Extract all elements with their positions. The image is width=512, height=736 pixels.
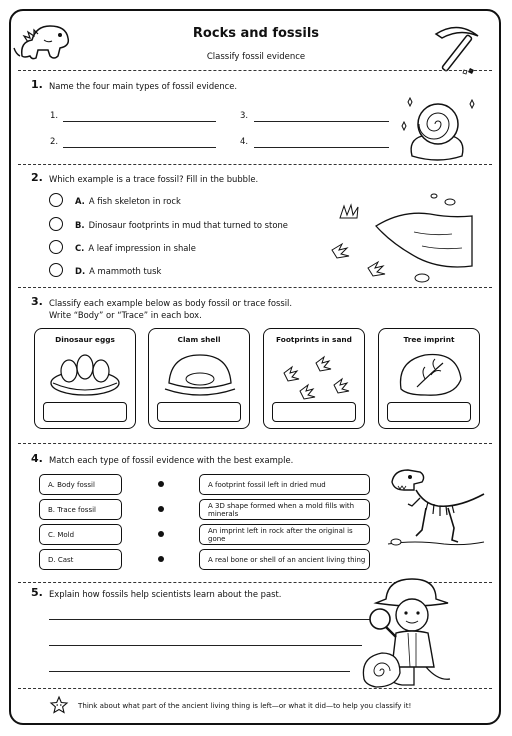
footprints-mud-scene-icon: [322, 188, 472, 286]
footprints-icon: [276, 351, 354, 399]
answer-box[interactable]: [157, 402, 241, 422]
page-subtitle: Classify fossil evidence: [206, 52, 306, 62]
match-dot[interactable]: [158, 531, 164, 537]
question-2-number: 2.: [31, 171, 43, 184]
blank-3-line[interactable]: [254, 121, 389, 122]
option-b: B. Dinosaur footprints in mud that turned to stone: [75, 220, 288, 230]
question-3-text: [49, 297, 292, 321]
option-a-bubble[interactable]: [49, 193, 63, 207]
question-3-line-2: Write “Body” or “Trace” in each box.: [49, 310, 202, 320]
question-1-number: 1.: [31, 78, 43, 91]
card-clam-shell: [148, 328, 250, 429]
question-4-number: 4.: [31, 452, 43, 465]
blank-1-line[interactable]: [63, 121, 216, 122]
card-label: Dinosaur eggs: [55, 335, 115, 344]
answer-line-3[interactable]: [49, 671, 350, 672]
option-d-bubble[interactable]: [49, 263, 63, 277]
answer-box[interactable]: [387, 402, 471, 422]
card-label: Tree imprint: [403, 335, 455, 344]
match-dot[interactable]: [158, 556, 164, 562]
match-left-c[interactable]: C. Mold: [39, 524, 122, 545]
option-c: C. A leaf impression in shale: [75, 243, 196, 253]
question-3-number: 3.: [31, 295, 43, 308]
blank-3-label: 3.: [240, 111, 249, 121]
match-dot[interactable]: [158, 506, 164, 512]
section-divider: [18, 443, 492, 444]
card-footprints-in-sand: [263, 328, 365, 429]
card-dinosaur-eggs: [34, 328, 136, 429]
answer-line-1[interactable]: [49, 619, 376, 620]
star-icon: [50, 696, 68, 714]
section-divider: [18, 164, 492, 165]
match-right-1[interactable]: A footprint fossil left in dried mud: [199, 474, 370, 495]
dinosaur-skeleton-icon: [384, 464, 488, 550]
eggs-nest-icon: [45, 347, 125, 399]
match-left-b[interactable]: B. Trace fossil: [39, 499, 122, 520]
section-divider: [18, 688, 492, 689]
answer-line-2[interactable]: [49, 645, 362, 646]
blank-2-label: 2.: [50, 137, 59, 147]
match-left-a[interactable]: A. Body fossil: [39, 474, 122, 495]
question-1-text: Name the four main types of fossil evidence.: [49, 81, 238, 91]
page-title: Rocks and fossils: [192, 26, 320, 41]
option-a: A. A fish skeleton in rock: [75, 196, 181, 206]
match-right-3[interactable]: An imprint left in rock after the original is gone: [199, 524, 370, 545]
blank-2-line[interactable]: [63, 147, 216, 148]
option-d: D. A mammoth tusk: [75, 266, 162, 276]
card-label: Clam shell: [177, 335, 221, 344]
match-right-2[interactable]: A 3D shape formed when a mold fills with minerals: [199, 499, 370, 520]
question-5-text: Explain how fossils help scientists learn about the past.: [49, 589, 282, 599]
blank-1-label: 1.: [50, 111, 59, 121]
answer-box[interactable]: [43, 402, 127, 422]
match-dot[interactable]: [158, 481, 164, 487]
option-c-bubble[interactable]: [49, 240, 63, 254]
card-tree-imprint: [378, 328, 480, 429]
answer-box[interactable]: [272, 402, 356, 422]
ammonite-fossil-icon: [398, 96, 476, 166]
explorer-kid-with-magnifier-icon: [356, 575, 472, 693]
card-label: Footprints in sand: [276, 335, 352, 344]
match-right-4[interactable]: A real bone or shell of an ancient living thing: [199, 549, 370, 570]
leaf-imprint-icon: [395, 349, 465, 399]
question-5-number: 5.: [31, 586, 43, 599]
question-2-text: Which example is a trace fossil? Fill in the bubble.: [49, 174, 259, 184]
section-divider: [18, 70, 492, 71]
section-divider: [18, 287, 492, 288]
tip-text: Think about what part of the ancient living thing is left—or what it did—to help you classify it!: [78, 701, 412, 710]
match-left-d[interactable]: D. Cast: [39, 549, 122, 570]
clam-shell-icon: [163, 349, 237, 399]
question-4-text: Match each type of fossil evidence with the best example.: [49, 455, 294, 465]
question-3-line-1: Classify each example below as body fossil or trace fossil.: [49, 298, 293, 308]
blank-4-label: 4.: [240, 137, 249, 147]
option-b-bubble[interactable]: [49, 217, 63, 231]
blank-4-line[interactable]: [254, 147, 389, 148]
